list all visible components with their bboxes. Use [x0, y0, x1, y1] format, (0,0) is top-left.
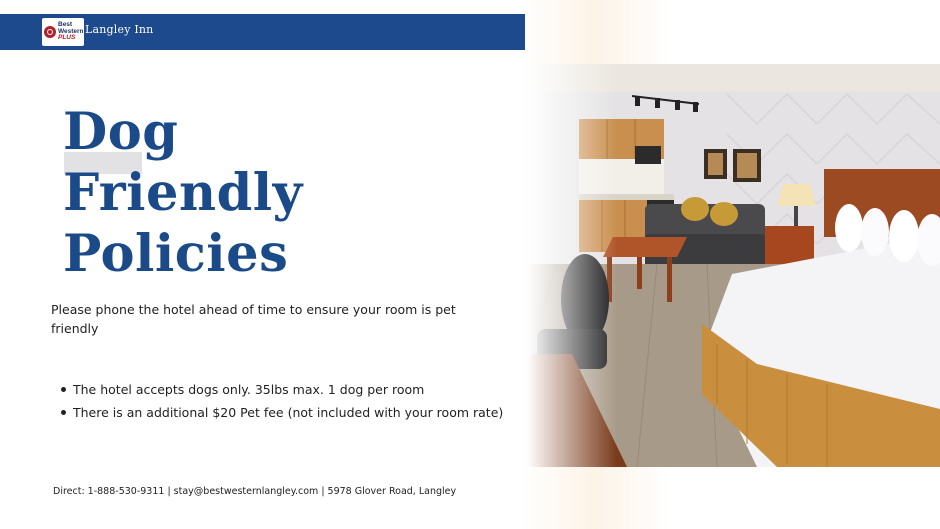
intro-text: Please phone the hotel ahead of time to ensure your room is pet friendly — [51, 302, 456, 336]
policy-item: There is an additional $20 Pet fee (not included with your room rate) — [60, 401, 503, 424]
logo-text-best: Best — [58, 21, 73, 29]
title-line-dog: Dog — [63, 102, 179, 162]
policy-item: The hotel accepts dogs only. 35lbs max. 1 dog per room — [60, 378, 503, 401]
hotel-name: Langley Inn — [85, 23, 154, 36]
header-bar — [0, 14, 525, 50]
title-line-policies: Policies — [63, 224, 289, 284]
logo-text-western: Western — [58, 27, 84, 35]
bw-seal-icon — [44, 26, 56, 38]
page-title — [63, 102, 303, 285]
photo-fade-overlay — [527, 64, 617, 467]
policy-list — [60, 378, 503, 424]
best-western-plus-logo — [42, 18, 84, 46]
logo-text-plus: PLUS — [58, 34, 76, 42]
title-line-friendly: Friendly — [63, 163, 303, 223]
hotel-room-photo — [527, 64, 940, 467]
contact-footer: Direct: 1-888-530-9311 | stay@bestwesternlangley.com | 5978 Glover Road, Langley — [53, 486, 457, 497]
